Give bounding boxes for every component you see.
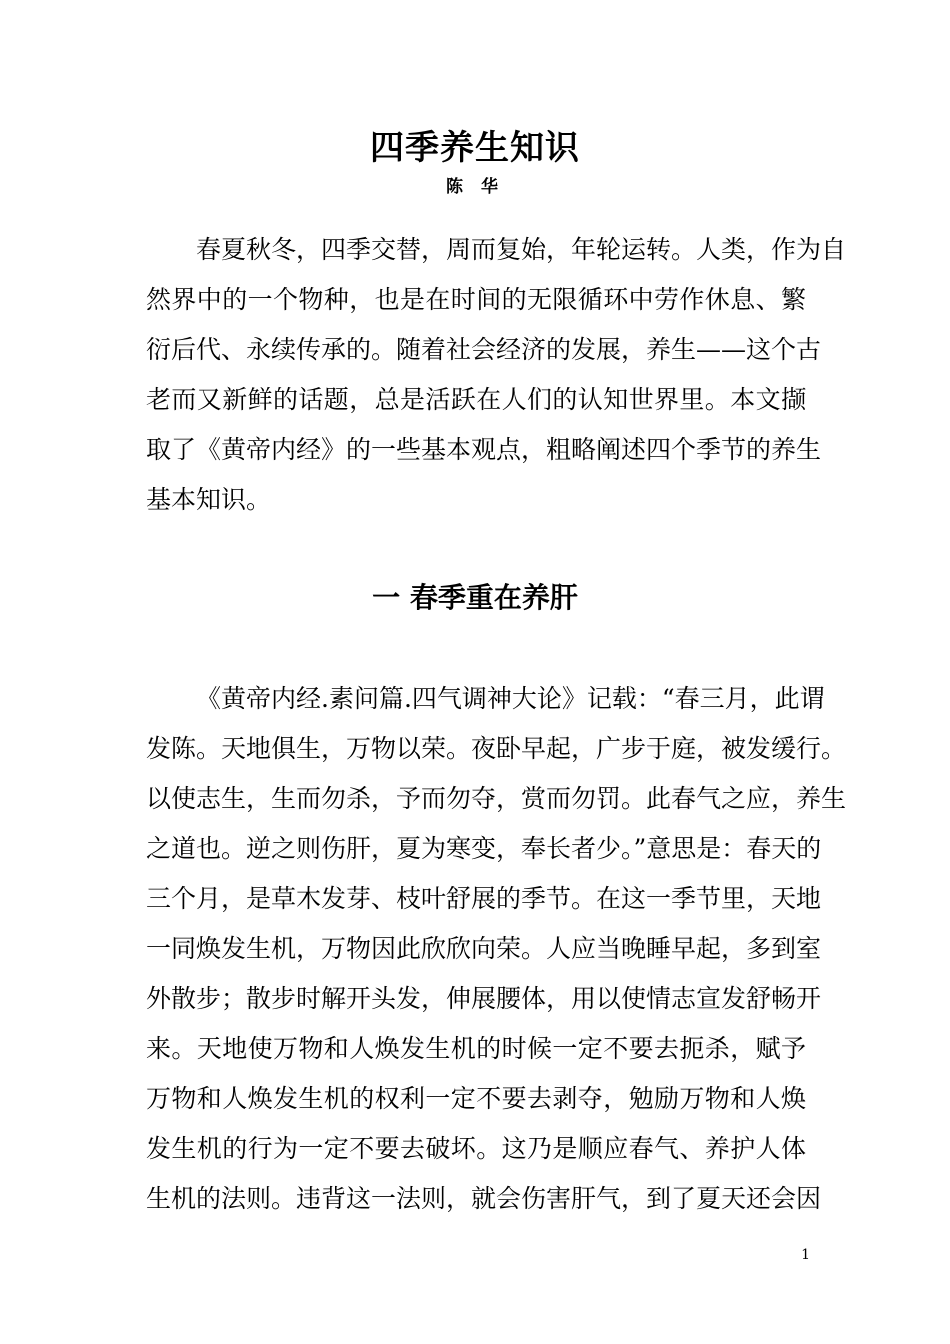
document-author: 陈 华 <box>446 177 504 197</box>
paragraph-line: 老而又新鲜的话题，总是活跃在人们的认知世界里。本文撷 <box>146 385 806 414</box>
paragraph-line: 基本知识。 <box>146 485 272 514</box>
page-number: 1 <box>801 1247 810 1263</box>
paragraph-line: 外散步；散步时解开头发，伸展腰体，用以使情志宣发舒畅开 <box>146 984 822 1013</box>
paragraph-line: 来。天地使万物和人焕发生机的时候一定不要去扼杀，赋予 <box>146 1034 806 1063</box>
paragraph-line: 《黄帝内经.素问篇.四气调神大论》记载：“春三月，此谓 <box>196 684 825 713</box>
paragraph-line: 发陈。天地俱生，万物以荣。夜卧早起，广步于庭，被发缓行。 <box>146 734 847 763</box>
paragraph-line: 衍后代、永续传承的。随着社会经济的发展，养生——这个古 <box>146 335 822 364</box>
paragraph-line: 一同焕发生机，万物因此欣欣向荣。人应当晚睡早起，多到室 <box>146 934 822 963</box>
section-heading: 一 春季重在养肝 <box>372 581 578 614</box>
paragraph-line: 春夏秋冬，四季交替，周而复始，年轮运转。人类，作为自 <box>196 235 847 264</box>
paragraph-line: 万物和人焕发生机的权利一定不要去剥夺，勉励万物和人焕 <box>146 1084 806 1113</box>
spring-paragraph <box>146 674 847 1224</box>
document-title: 四季养生知识 <box>370 128 580 168</box>
paragraph-line: 以使志生，生而勿杀，予而勿夺，赏而勿罚。此春气之应，养生 <box>146 784 847 813</box>
paragraph-line: 生机的法则。违背这一法则，就会伤害肝气，到了夏天还会因 <box>146 1184 822 1213</box>
paragraph-line: 三个月，是草木发芽、枝叶舒展的季节。在这一季节里，天地 <box>146 884 822 913</box>
paragraph-line: 然界中的一个物种，也是在时间的无限循环中劳作休息、繁 <box>146 285 806 314</box>
paragraph-line: 发生机的行为一定不要去破坏。这乃是顺应春气、养护人体 <box>146 1134 806 1163</box>
paragraph-line: 之道也。逆之则伤肝，夏为寒变，奉长者少。”意思是：春天的 <box>146 834 822 863</box>
intro-paragraph <box>146 225 847 525</box>
paragraph-line: 取了《黄帝内经》的一些基本观点，粗略阐述四个季节的养生 <box>146 435 822 464</box>
